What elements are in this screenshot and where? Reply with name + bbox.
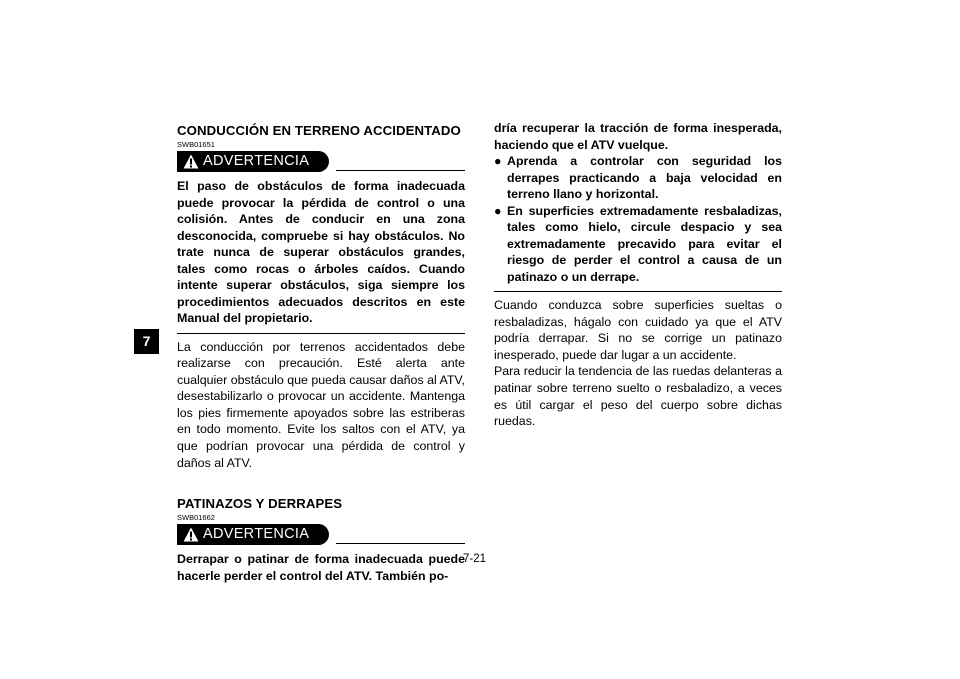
warning-triangle-icon (183, 154, 199, 176)
body-paragraph: La conducción por terrenos accidentados debe realizarse con precaución. Esté alerta ante cualquier obstáculo que pueda causar daños al ATV, desestabilizarlo o provocar un accidente. Mantenga los pies firmemente apoyados sobre las estriberas en todo momento. Evite los saltos con el ATV, ya que podrían provocar una pérdida de control y daños al ATV. (177, 339, 465, 470)
warning-badge (177, 524, 329, 545)
warning-header (177, 151, 465, 173)
section-code: SWB01662 (177, 513, 215, 523)
body-paragraph: Cuando conduzca sobre superficies sueltas o resbaladizas, hágalo con cuidado ya que el ATV podría derrapar. Si no se corrige un patinazo inesperado, puede dar lugar a un accidente. (494, 298, 782, 362)
warning-bullet (494, 153, 782, 203)
bullet-icon: ● (494, 154, 502, 168)
bullet-text: En superficies extremadamente resbaladizas, tales como hielo, circule despacio y sea extremadamente precavido para evitar el riesgo de perder el control a causa de un patinazo o un derrape. (507, 203, 782, 284)
warning-rule (336, 543, 465, 544)
bullet-icon: ● (494, 203, 502, 218)
warning-label: ADVERTENCIA (203, 526, 310, 543)
warning-header (177, 524, 465, 546)
warning-rule (336, 170, 465, 171)
section-title-skidding: PATINAZOS Y DERRAPES (177, 496, 343, 512)
warning-text: El paso de obstáculos de forma inadecuada puede provocar la pérdida de control o una colisión. Antes de conducir en una zona desconocida, compruebe si hay obstáculos. No trate nunca de superar obstáculos grandes, tales como rocas o árboles caídos. Cuando intente superar obstáculos, siga siempre los procedimientos adecuados descritos en este Manual del propietario. (177, 179, 465, 325)
warning-badge (177, 151, 329, 172)
warning-text: Derrapar o patinar de forma inadecuada puede hacerle perder el control del ATV. También po- (177, 552, 465, 583)
warning-bullet (494, 203, 782, 286)
left-column (177, 122, 465, 584)
bullet-text: Aprenda a controlar con seguridad los derrapes practicando a baja velocidad en terreno llano y horizontal. (507, 154, 782, 201)
body-paragraph: Para reducir la tendencia de las ruedas delanteras a patinar sobre terreno suelto o resbaladizo, a veces es útil cargar el peso del cuerpo sobre dichas ruedas. (494, 364, 782, 429)
warning-label: ADVERTENCIA (203, 153, 310, 169)
warning-triangle-icon (183, 527, 199, 549)
warning-end-rule (494, 291, 782, 292)
chapter-tab: 7 (134, 329, 159, 354)
warning-end-rule (177, 333, 465, 334)
right-column (494, 120, 782, 430)
section-title-rough-terrain: CONDUCCIÓN EN TERRENO ACCIDENTADO (177, 123, 461, 138)
warning-text-continued: dría recuperar la tracción de forma inesperada, haciendo que el ATV vuelque. (494, 121, 782, 152)
section-code: SWB01651 (177, 140, 215, 149)
page-number: 7-21 (463, 553, 487, 565)
